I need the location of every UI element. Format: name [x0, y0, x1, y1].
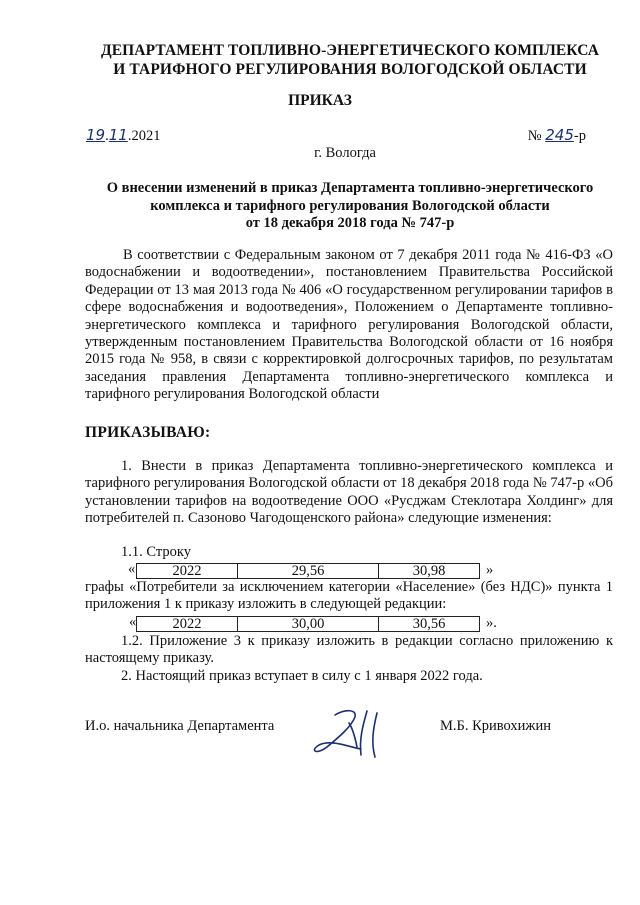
table-row — [137, 617, 480, 632]
quote-close-old: » — [486, 562, 494, 578]
signer-title: И.о. начальника Департамента — [85, 718, 275, 734]
intro-paragraph: В соответствии с Федеральным законом от 7 декабря 2011 года № 416-ФЗ «О водоснабжении и водоотведении», постановлением Правительства Российской Федерации от 13 мая 2013 года № 406 «О государственном регулировании тарифов в сфере водоснабжения и водоотведения», Положением о Департаменте топливно-энергетического комплекса и тарифного регулирования Вологодской области, утвержденным постановлением Правительства Вологодской области от 16 ноября 2015 года № 958, в связи с корректировкой долгосрочных тарифов, по результатам заседания правления Департамента топливно-энергетического комплекса и тарифного регулирования Вологодской области — [85, 247, 613, 403]
number-prefix: № — [527, 128, 546, 144]
quote-open-new: « — [129, 614, 137, 630]
department-header — [60, 41, 640, 79]
old-value-1-cell: 29,56 — [238, 564, 379, 579]
item-1-paragraph: 1. Внести в приказ Департамента топливно-энергетического комплекса и тарифного регулирования Вологодской области от 18 декабря 2018 года № 747-р «Об установлении тарифов на водоотведение ООО «Русджам Стеклотара Холдинг» для потребителей п. Сазоново Чагодощенского района» следующие изменения: — [85, 458, 613, 527]
subject-line-1: О внесении изменений в приказ Департамента топливно-энергетического — [106, 180, 594, 196]
document-type: ПРИКАЗ — [288, 92, 352, 109]
order-date — [86, 126, 160, 145]
subject-line-2: комплекса и тарифного регулирования Вологодской области — [150, 197, 550, 214]
subject-line-3: от 18 декабря 2018 года № 747-р — [245, 215, 455, 231]
city: г. Вологда — [314, 145, 376, 161]
date-year: .2021 — [127, 128, 161, 144]
item-1-1-label: 1.1. Строку — [121, 544, 191, 560]
new-value-1-cell: 30,00 — [238, 617, 379, 632]
signer-name: М.Б. Кривохижин — [440, 718, 551, 734]
handwritten-signature — [305, 703, 395, 765]
new-value-2-cell: 30,56 — [379, 617, 480, 632]
item-1-2-paragraph: 1.2. Приложение 3 к приказу изложить в редакции согласно приложению к настоящему приказу. — [85, 633, 613, 667]
number-handwritten: 245 — [545, 126, 574, 144]
order-number — [528, 126, 586, 145]
new-row-table — [136, 616, 480, 632]
header-line-1: ДЕПАРТАМЕНТ ТОПЛИВНО-ЭНЕРГЕТИЧЕСКОГО КОМПЛЕКСА — [100, 42, 600, 59]
item-2-paragraph: 2. Настоящий приказ вступает в силу с 1 января 2022 года. — [121, 668, 483, 684]
quote-open-old: « — [128, 561, 136, 577]
date-day-handwritten: 19 — [86, 126, 106, 144]
new-year-cell: 2022 — [137, 617, 238, 632]
table-row — [137, 564, 480, 579]
number-suffix: -р — [573, 128, 586, 144]
graph-paragraph: графы «Потребители за исключением категории «Население» (без НДС)» пункта 1 приложения 1 к приказу изложить в следующей редакции: — [85, 579, 613, 613]
order-subject — [90, 180, 610, 233]
old-row-table — [136, 563, 480, 579]
date-month-handwritten: 11 — [108, 126, 128, 144]
header-line-2: И ТАРИФНОГО РЕГУЛИРОВАНИЯ ВОЛОГОДСКОЙ ОБЛАСТИ — [113, 61, 587, 78]
old-year-cell: 2022 — [137, 564, 238, 579]
old-value-2-cell: 30,98 — [379, 564, 480, 579]
order-word: ПРИКАЗЫВАЮ: — [85, 424, 211, 441]
quote-close-new: ». — [486, 615, 497, 631]
date-dot: . — [105, 128, 109, 144]
